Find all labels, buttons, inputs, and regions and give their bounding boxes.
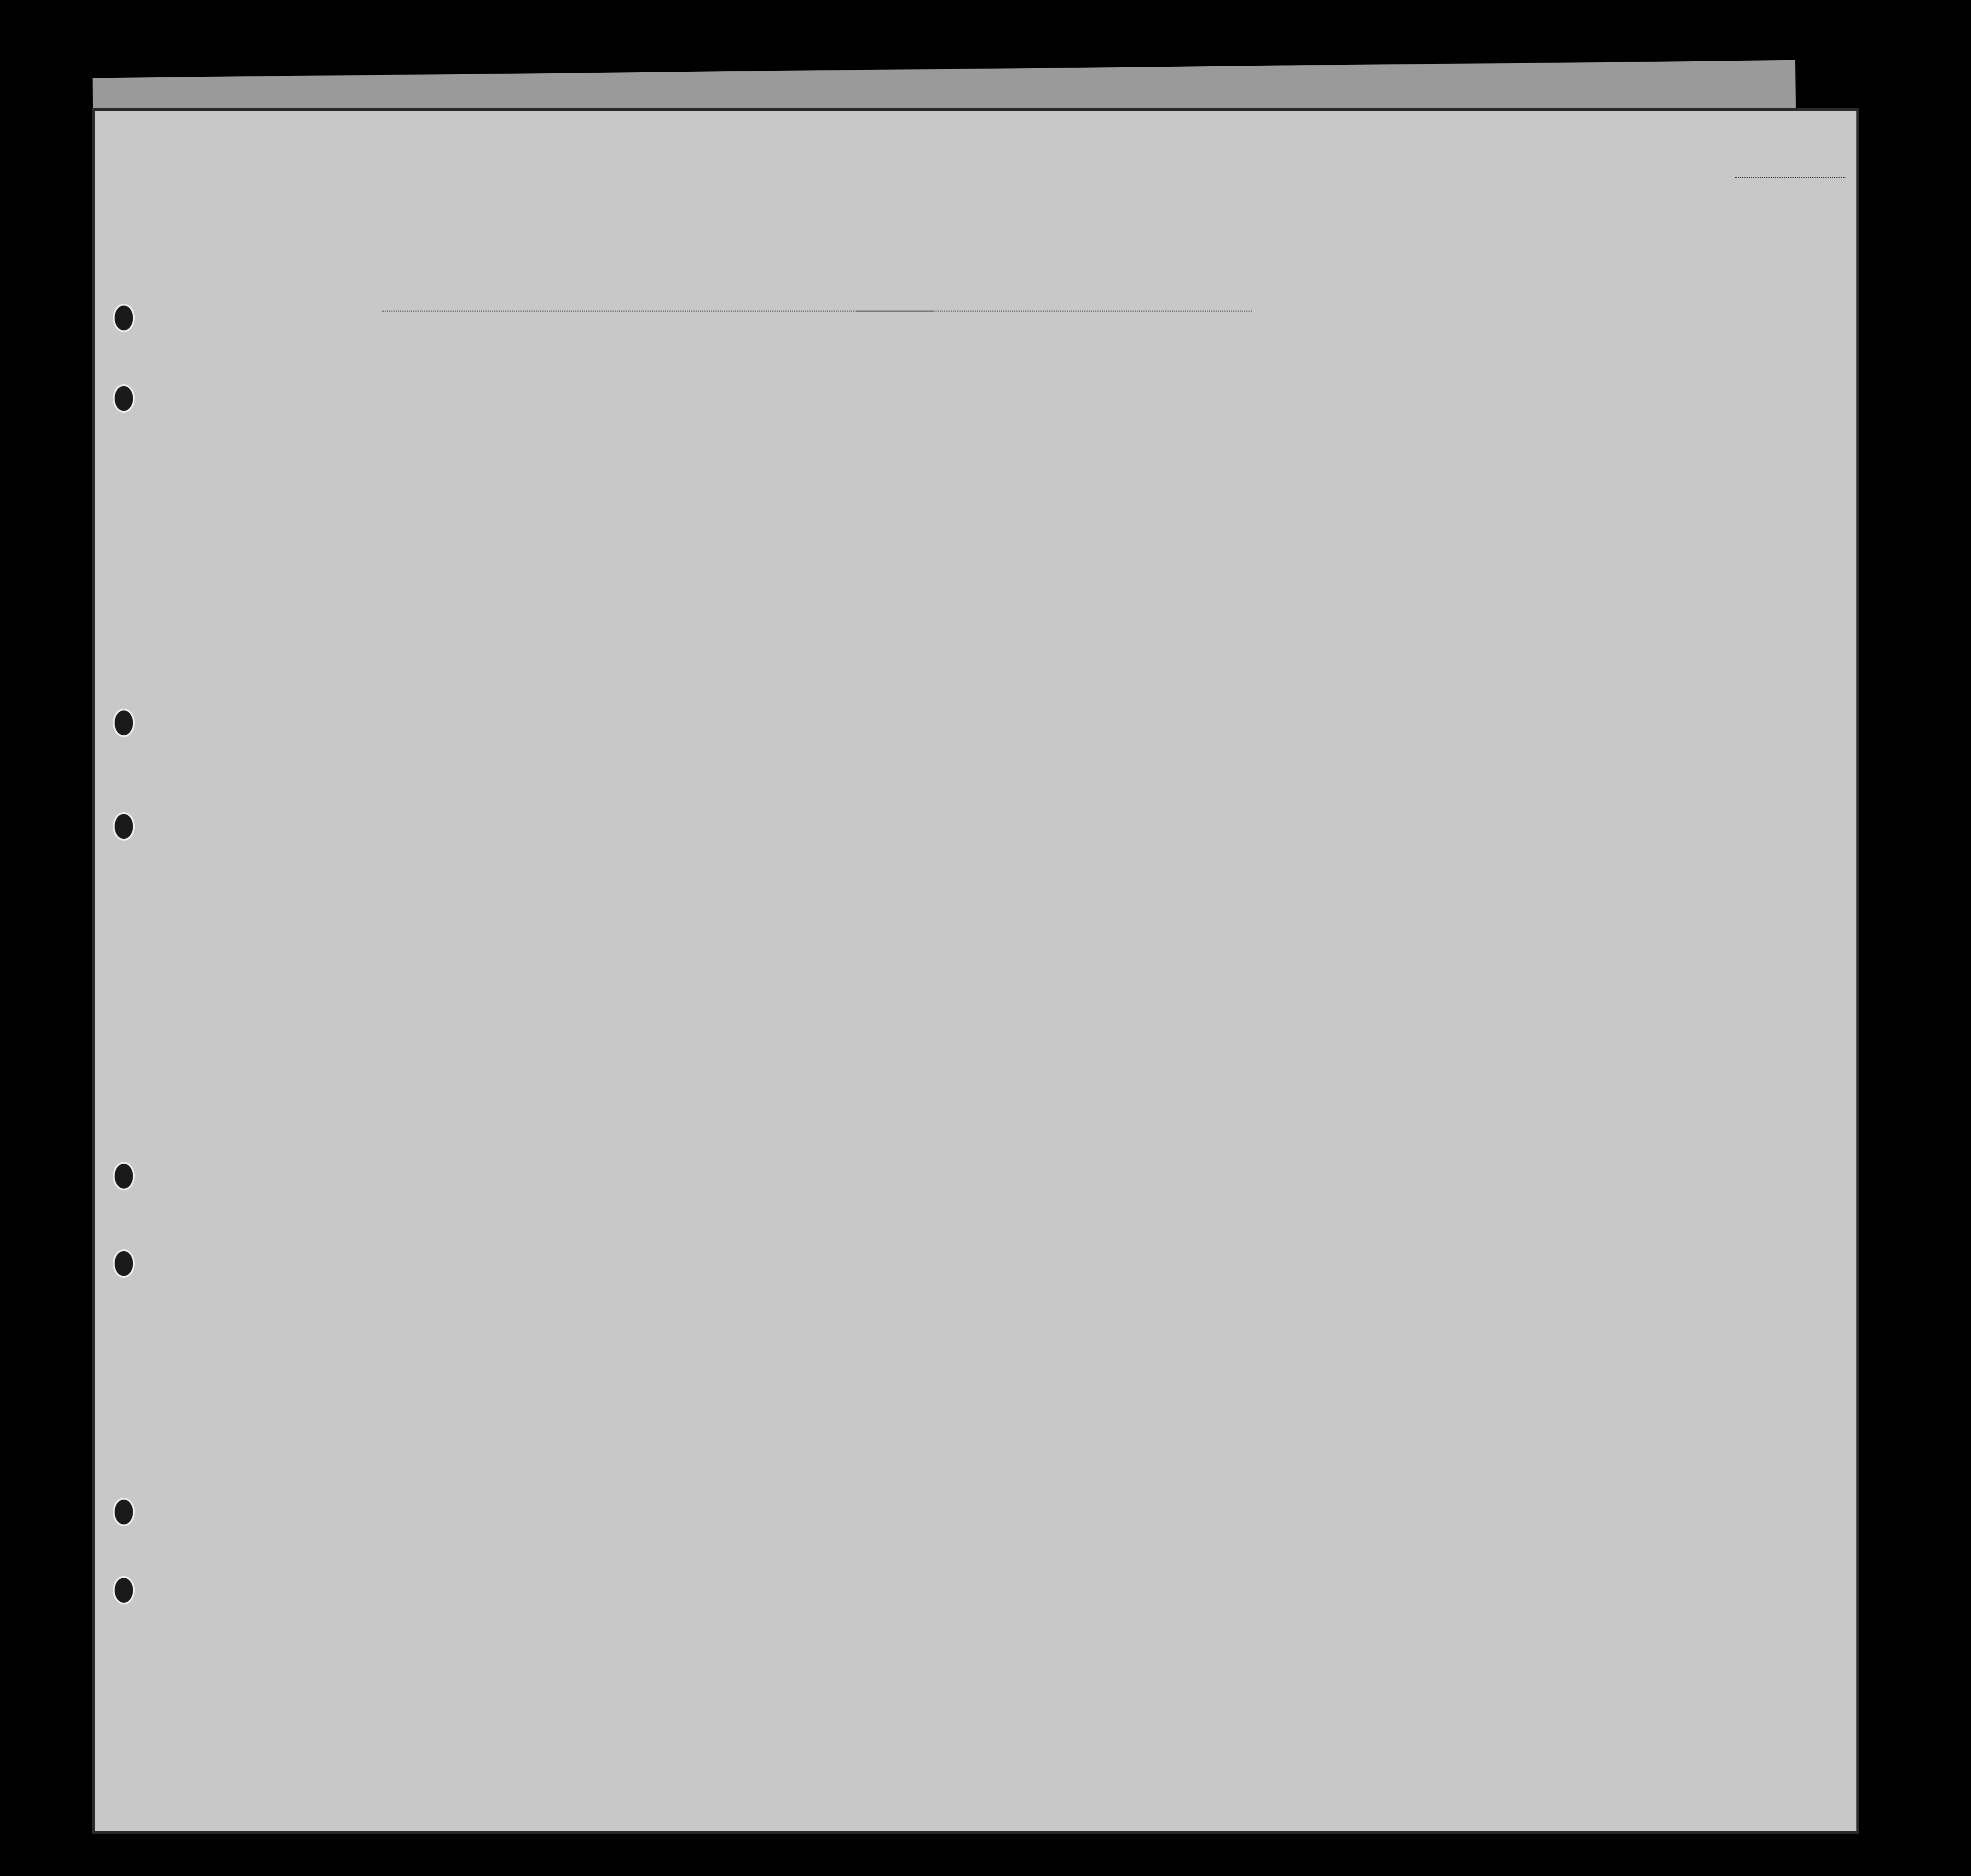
- manifest-grid: [92, 108, 1859, 1834]
- manifest-sheet: [92, 108, 1859, 1834]
